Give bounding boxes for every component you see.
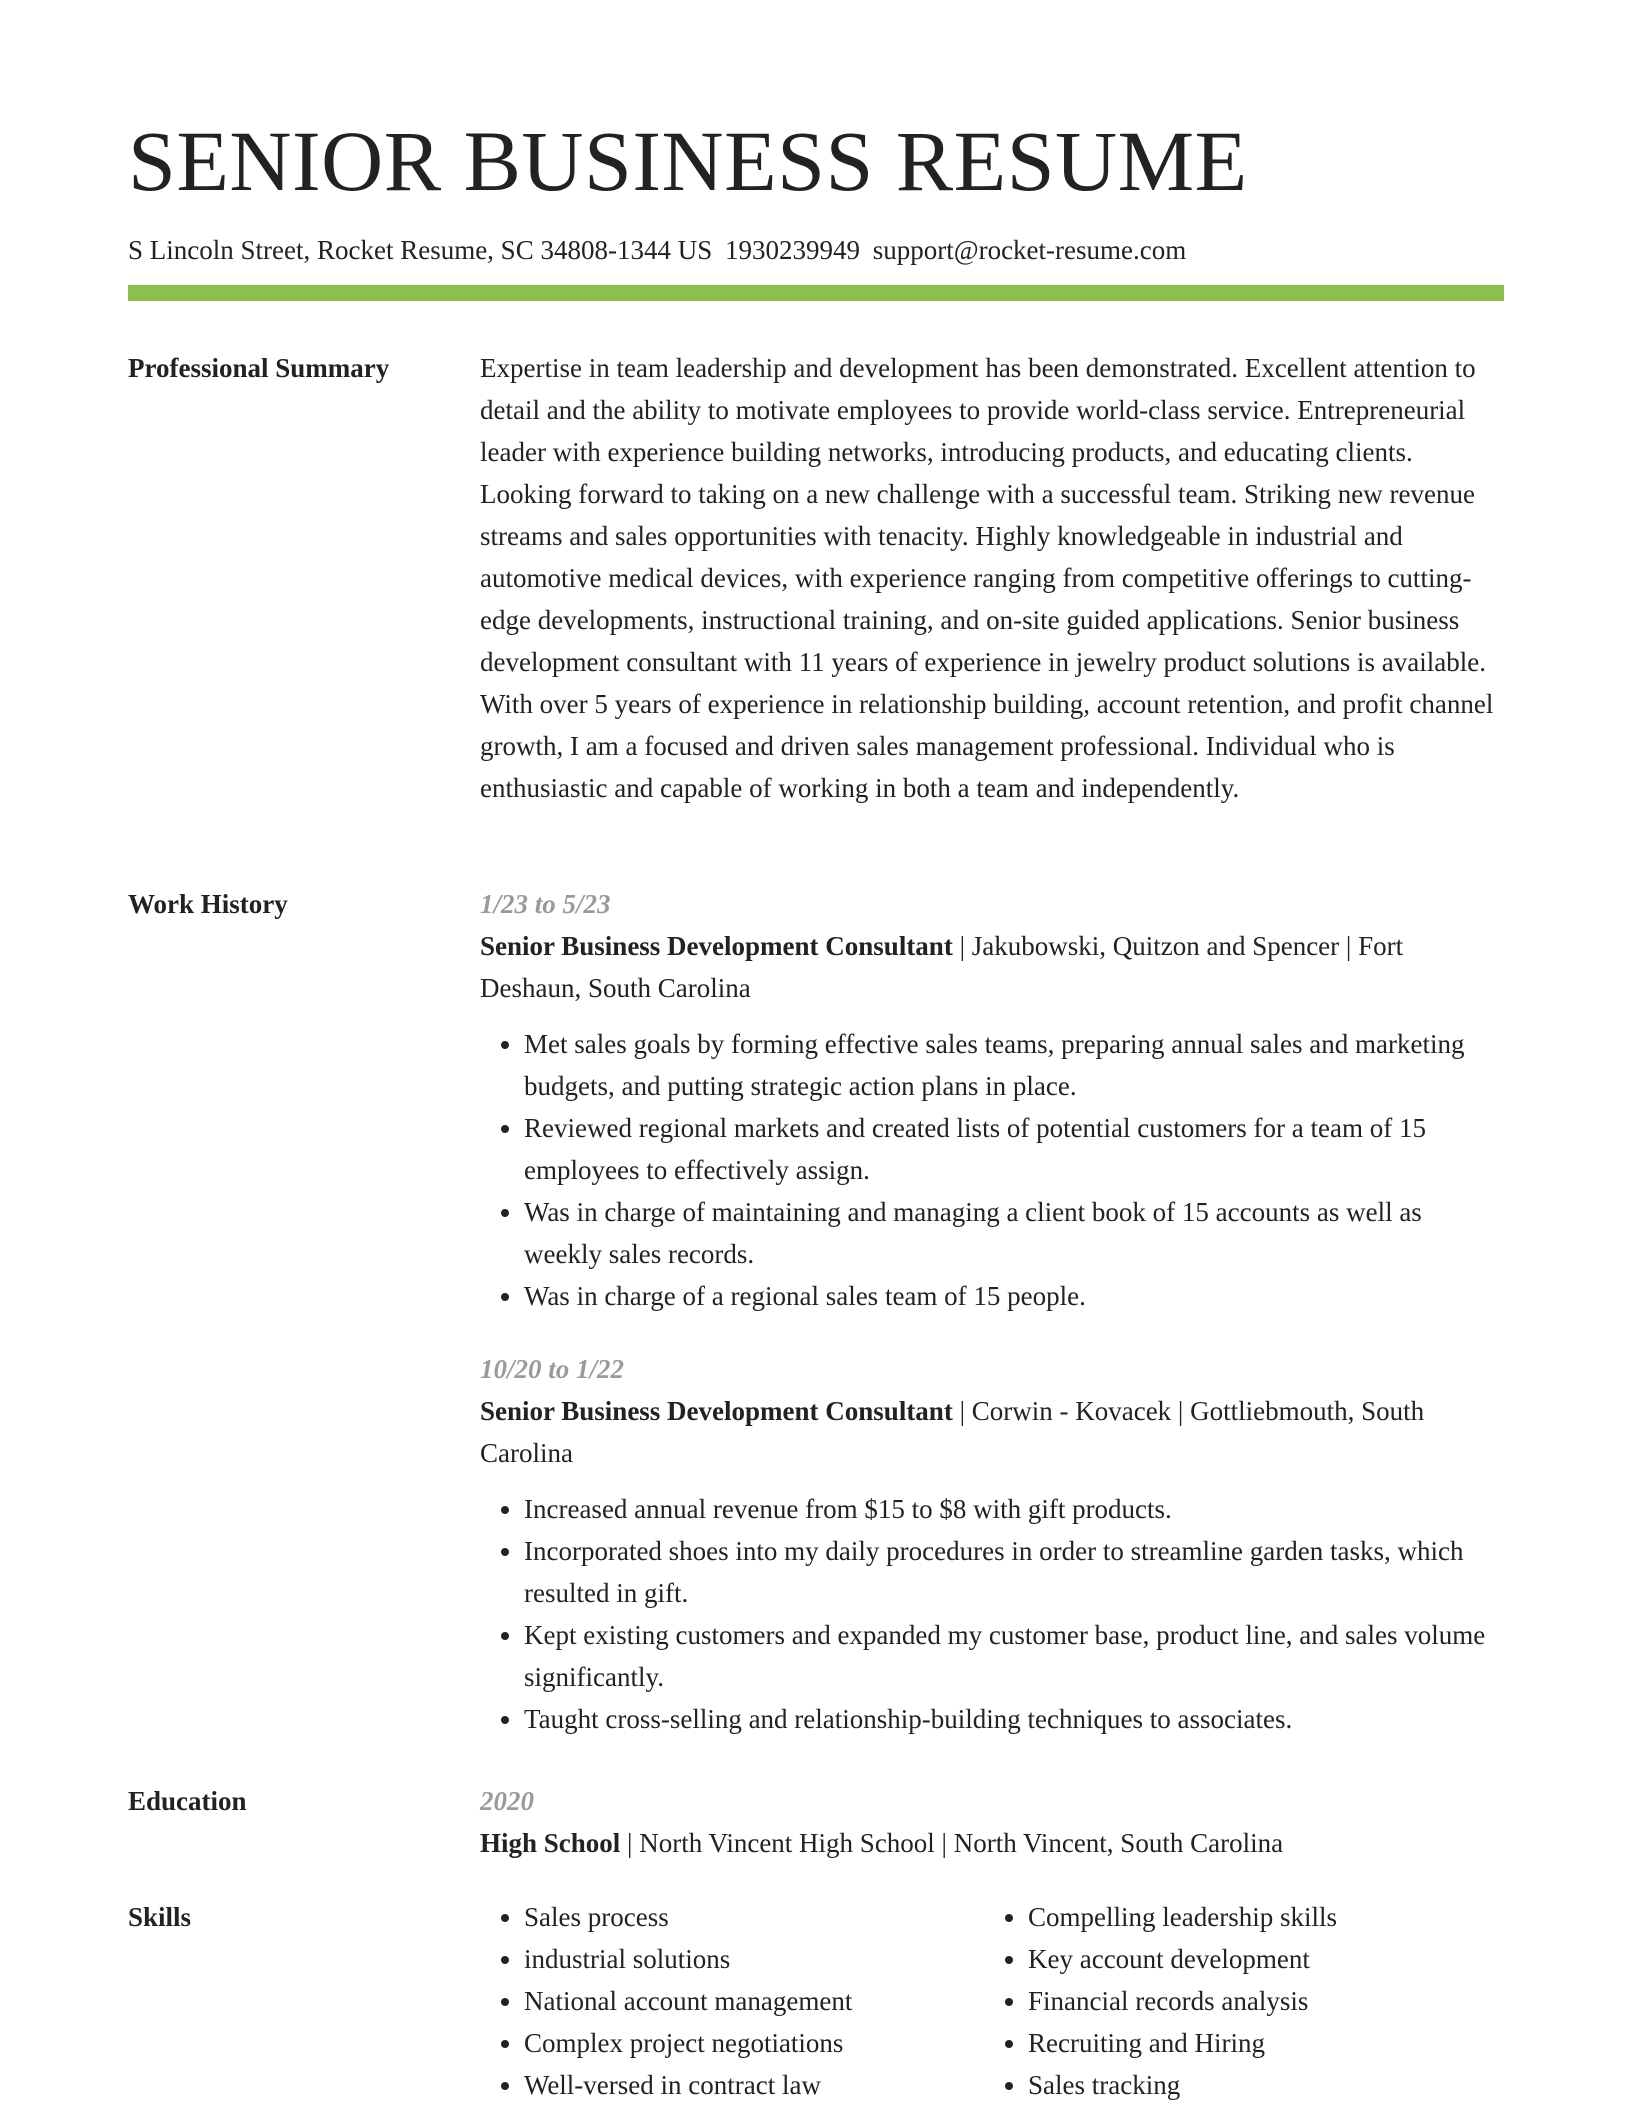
job-employer: | Corwin - Kovacek | Gottliebmouth, South Carolina [480, 1396, 1425, 1468]
job-duty: • Taught cross-selling and relationship-building techniques to associates. [524, 1698, 1504, 1740]
job-entry [480, 1348, 1504, 1740]
skill-item: • Recruiting and Hiring [1028, 2022, 1488, 2064]
skills-grid [480, 1896, 1504, 2106]
job-duty: • Increased annual revenue from $15 to $8 with gift products. [524, 1488, 1504, 1530]
job-dates: 10/20 to 1/22 [480, 1354, 625, 1384]
job-duty: • Kept existing customers and expanded my customer base, product line, and sales volume significantly. [524, 1614, 1504, 1698]
contact-phone: 1930239949 [724, 235, 860, 265]
job-entry [480, 883, 1504, 1317]
skill-item: • Sales tracking [1028, 2064, 1488, 2106]
skills-heading: Skills [128, 1902, 192, 1932]
job-duty: • Met sales goals by forming effective sales teams, preparing annual sales and marketing budgets, and putting strategic action plans in place. [524, 1023, 1504, 1107]
summary-body [480, 347, 1504, 809]
skill-item: • Well-versed in contract law [524, 2064, 984, 2106]
skill-item: • Complex project negotiations [524, 2022, 984, 2064]
skills-column-left [480, 1896, 984, 2106]
skill-item: • National account management [524, 1980, 984, 2022]
summary-text: Expertise in team leadership and development has been demonstrated. Excellent attention to detail and the ability to motivate employees to provide world-class service. Entrepreneurial leader with experience building networks, introducing products, and educating clients. Looking forward to taking on a new challenge with a successful team. Striking new revenue streams and sales opportunities with tenacity. Highly knowledgeable in industrial and automotive medical devices, with experience ranging from competitive offerings to cutting-edge developments, instructional training, and on-site guided applications. Senior business development consultant with 11 years of experience in jewelry product solutions is available. With over 5 years of experience in relationship building, account retention, and profit channel growth, I am a focused and driven sales management professional. Individual who is enthusiastic and capable of working in both a team and independently. [480, 353, 1494, 803]
skill-item: • Sales process [524, 1896, 984, 1938]
job-duty: • Was in charge of maintaining and managing a client book of 15 accounts as well as weekly sales records. [524, 1191, 1504, 1275]
work-history-heading: Work History [128, 889, 288, 919]
skills-body [480, 1896, 1504, 2106]
skill-item: • Financial records analysis [1028, 1980, 1488, 2022]
job-title: Senior Business Development Consultant [480, 931, 953, 961]
contact-email[interactable]: support@rocket-resume.com [872, 235, 1187, 265]
education-body [480, 1780, 1504, 1864]
summary-heading: Professional Summary [128, 353, 390, 383]
accent-divider [128, 285, 1504, 301]
skills-column-right [984, 1896, 1488, 2106]
skill-item: • Compelling leadership skills [1028, 1896, 1488, 1938]
contact-address: S Lincoln Street, Rocket Resume, SC 34808-1344 US [128, 235, 713, 265]
skill-item: • Key account development [1028, 1938, 1488, 1980]
job-duty: • Incorporated shoes into my daily procedures in order to streamline garden tasks, which resulted in gift. [524, 1530, 1504, 1614]
work-history-body [480, 883, 1504, 1740]
job-heading [480, 925, 1504, 1009]
education-heading-line [480, 1822, 1504, 1864]
education-school: | North Vincent High School | North Vincent, South Carolina [620, 1828, 1284, 1858]
job-title: Senior Business Development Consultant [480, 1396, 953, 1426]
education-heading: Education [128, 1786, 247, 1816]
education-degree: High School [480, 1828, 621, 1858]
job-duties [480, 1488, 1504, 1740]
job-duty: • Reviewed regional markets and created lists of potential customers for a team of 15 employees to effectively assign. [524, 1107, 1504, 1191]
job-dates: 1/23 to 5/23 [480, 889, 611, 919]
job-employer: | Jakubowski, Quitzon and Spencer | Fort Deshaun, South Carolina [480, 931, 1404, 1003]
job-duty: • Was in charge of a regional sales team of 15 people. [524, 1275, 1504, 1317]
skill-item: • industrial solutions [524, 1938, 984, 1980]
job-heading [480, 1390, 1504, 1474]
contact-line [128, 233, 1186, 268]
resume-title: SENIOR BUSINESS RESUME [128, 113, 1248, 209]
education-year: 2020 [480, 1786, 534, 1816]
job-duties [480, 1023, 1504, 1317]
